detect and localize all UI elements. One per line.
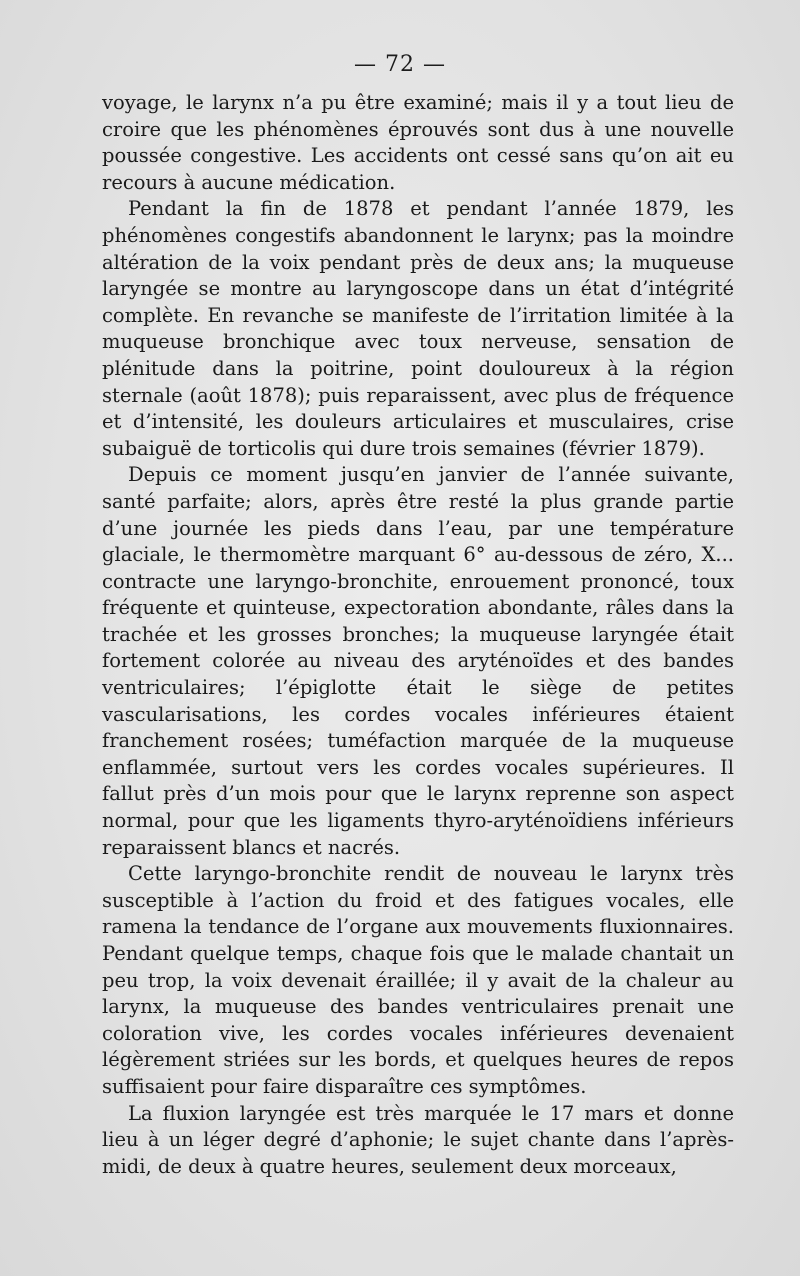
page-number: — 72 — [354,52,446,77]
paragraph-4: Cette laryngo-bronchite rendit de nouveau le larynx très susceptible à l’action du froid et des fatigues vocales, elle ramena la tendance de l’organe aux mouvements fluxionnaires. Pendant quelque temps, chaque fois que le malade chantait un peu trop, la voix devenait éraillée; il y avait de la chaleur au larynx, la muqueuse des bandes ventriculaires prenait une coloration vive, les cordes vocales inférieures devenaient légèrement striées sur les bords, et quelques heures de repos suffisaient pour faire disparaître ces symptômes. [102,862,734,1098]
paragraph-2: Pendant la fin de 1878 et pendant l’année 1879, les phénomènes congestifs abandonnent le larynx; pas la moindre altération de la voix pendant près de deux ans; la muqueuse laryngée se montre au laryngoscope dans un état d’intégrité complète. En revanche se manifeste de l’irritation limitée à la muqueuse bronchique avec toux nerveuse, sensation de plénitude dans la poitrine, point douloureux à la région sternale (août 1878); puis reparaissent, avec plus de fréquence et d’intensité, les douleurs articulaires et musculaires, crise subaiguë de torticolis qui dure trois semaines (février 1879). [102,197,734,460]
paragraph-1: voyage, le larynx n’a pu être examiné; mais il y a tout lieu de croire que les phénomènes éprouvés sont dus à une nouvelle poussée congestive. Les accidents ont cessé sans qu’on ait eu recours à aucune médication. [102,91,734,194]
paragraph-5: La fluxion laryngée est très marquée le 17 mars et donne lieu à un léger degré d’aphonie; le sujet chante dans l’après-midi, de deux à quatre heures, seulement deux morceaux, [102,1101,734,1178]
paragraph-3: Depuis ce moment jusqu’en janvier de l’année suivante, santé parfaite; alors, après être resté la plus grande partie d’une journée les pieds dans l’eau, par une température glaciale, le thermomètre marquant 6° au-dessous de zéro, X... contracte une laryngo-bronchite, enrouement prononcé, toux fréquente et quinteuse, expectoration abondante, râles dans la trachée et les grosses bronches; la muqueuse laryngée était fortement colorée au niveau des aryténoïdes et des bandes ventriculaires; l’épiglotte était le siège de petites vascularisations, les cordes vocales inférieures étaient franchement rosées; tuméfaction marquée de la muqueuse enflammée, surtout vers les cordes vocales supérieures. Il fallut près d’un mois pour que le larynx reprenne son aspect normal, pour que les ligaments thyro-aryténoïdiens inférieurs reparaissent blancs et nacrés. [102,463,734,859]
body-text [102,90,734,1180]
